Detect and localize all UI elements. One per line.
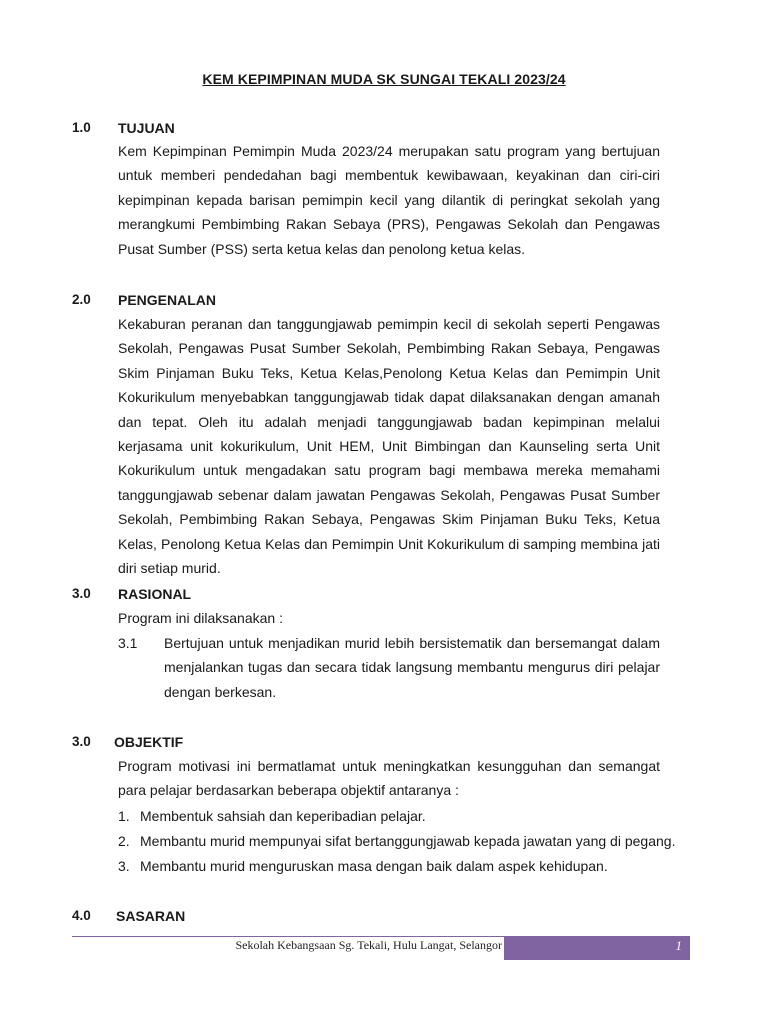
section-number: 1.0: [72, 120, 91, 135]
footer-school-name: Sekolah Kebangsaan Sg. Tekali, Hulu Langat, Selangor: [235, 938, 502, 952]
section-number: 2.0: [72, 292, 91, 307]
section-intro: Program ini dilaksanakan :: [118, 610, 283, 626]
list-item-number: 3.: [118, 858, 130, 874]
document-title: KEM KEPIMPINAN MUDA SK SUNGAI TEKALI 2023/24: [202, 71, 566, 87]
list-item-text: Membentuk sahsiah dan keperibadian pelajar.: [140, 808, 426, 824]
section-paragraph: Kem Kepimpinan Pemimpin Muda 2023/24 merupakan satu program yang bertujuan untuk memberi pendedahan bagi membentuk kewibawaan, keyakinan dan ciri-ciri kepimpinan kepada barisan pemimpin kecil yang dilantik di peringkat sekolah yang merangkumi Pembimbing Rakan Sebaya (PRS), Pengawas Sekolah dan Pengawas Pusat Sumber (PSS) serta ketua kelas dan penolong ketua kelas.: [118, 143, 660, 257]
section-heading: PENGENALAN: [118, 292, 217, 308]
list-item-text: Membantu murid mempunyai sifat bertanggungjawab kepada jawatan yang di pegang.: [140, 833, 676, 849]
section-heading: OBJEKTIF: [114, 734, 184, 750]
footer-page-band: [504, 937, 690, 960]
section-heading: SASARAN: [116, 908, 186, 924]
subitem-text: Bertujuan untuk menjadikan murid lebih bersistematik dan bersemangat dalam menjalankan tugas dan secara tidak langsung membantu mengurus diri pelajar dengan berkesan.: [164, 635, 660, 700]
section-number: 3.0: [72, 586, 91, 601]
list-item-number: 1.: [118, 808, 130, 824]
section-paragraph: Kekaburan peranan dan tanggungjawab pemimpin kecil di sekolah seperti Pengawas Sekolah, Pengawas Pusat Sumber Sekolah, Pembimbing Rakan Sebaya, Pengawas Skim Pinjaman Buku Teks, Ketua Kelas,Penolong Ketua Kelas dan Pemimpin Unit Kokurikulum menyebabkan tanggungjawab tidak dapat dilaksanakan dengan amanah dan tepat. Oleh itu adalah menjadi tanggungjawab badan kepimpinan melalui kerjasama unit kokurikulum, Unit HEM, Unit Bimbingan dan Kaunseling serta Unit Kokurikulum untuk mengadakan satu program bagi membawa mereka memahami tanggungjawab sebenar dalam jawatan Pengawas Sekolah, Pengawas Pusat Sumber Sekolah, Pembimbing Rakan Sebaya, Pengawas Skim Pinjaman Buku Teks, Ketua Kelas, Penolong Ketua Kelas dan Pemimpin Unit Kokurikulum di samping membina jati diri setiap murid.: [118, 316, 660, 577]
section-heading: RASIONAL: [118, 586, 192, 602]
section-number: 3.0: [72, 734, 91, 749]
section-intro: Program motivasi ini bermatlamat untuk meningkatkan kesungguhan dan semangat para pelajar berdasarkan beberapa objektif antaranya :: [118, 758, 660, 799]
section-heading: TUJUAN: [118, 120, 175, 136]
subitem-number: 3.1: [118, 635, 138, 651]
list-item-text: Membantu murid menguruskan masa dengan baik dalam aspek kehidupan.: [140, 858, 608, 874]
page-number: 1: [675, 938, 682, 953]
section-number: 4.0: [72, 908, 91, 923]
list-item-number: 2.: [118, 833, 130, 849]
